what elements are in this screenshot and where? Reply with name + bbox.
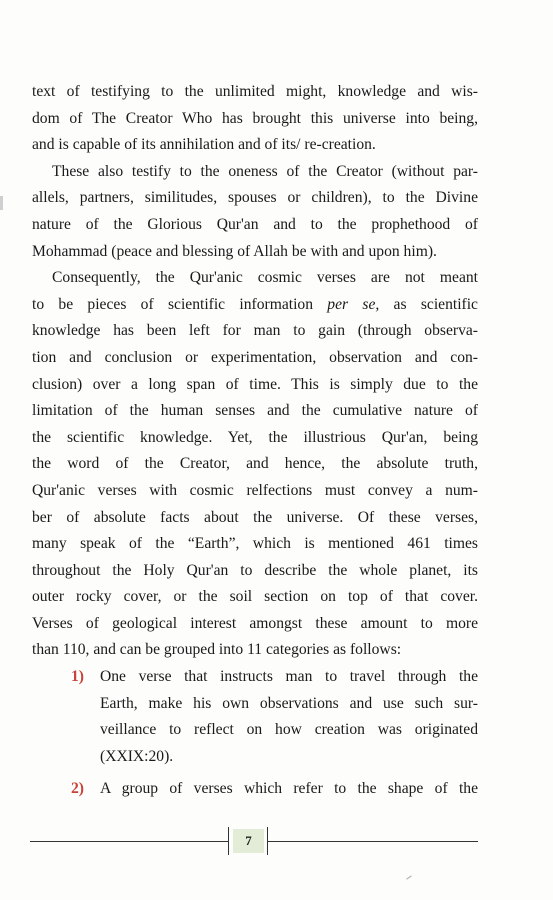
text-line: tion and conclusion or experimentation, observation and con- xyxy=(32,348,478,366)
text-run: as scientific xyxy=(379,295,478,313)
text-line: the word of the Creator, and hence, the absolute truth, xyxy=(32,455,478,473)
stray-mark xyxy=(406,875,411,879)
body-text xyxy=(32,79,478,803)
text-line: ber of absolute facts about the universe. Of these verses, xyxy=(32,508,478,526)
text-line: Consequently, the Qur'anic cosmic verses are not meant xyxy=(52,269,478,287)
page-number: 7 xyxy=(233,829,264,853)
footer-rule-left xyxy=(30,841,228,842)
text-line: Qur'anic verses with cosmic relfections must convey a num- xyxy=(32,481,478,499)
text-line: veillance to reflect on how creation was originated xyxy=(100,721,478,739)
text-line: and is capable of its annihilation and of its/ re-creation. xyxy=(32,136,376,154)
text-line: dom of The Creator Who has brought this universe into being, xyxy=(32,109,478,127)
text-line: clusion) over a long span of time. This is simply due to the xyxy=(32,375,478,393)
text-line xyxy=(32,292,478,319)
paragraph-1 xyxy=(32,79,478,159)
paragraph-2 xyxy=(32,159,478,265)
list-item-1 xyxy=(32,664,478,770)
text-line: the scientific knowledge. Yet, the illustrious Qur'an, being xyxy=(32,428,478,446)
text-line: limitation of the human senses and the cumulative nature of xyxy=(32,402,478,420)
text-line: knowledge has been left for man to gain (through observa- xyxy=(32,322,478,340)
paragraph-3 xyxy=(32,265,478,664)
text-line: than 110, and can be grouped into 11 categories as follows: xyxy=(32,641,402,659)
page-footer xyxy=(30,821,478,851)
text-line: text of testifying to the unlimited might, knowledge and wis- xyxy=(32,83,478,100)
page-edge-mark xyxy=(0,196,3,210)
list-number: 2) xyxy=(71,780,84,798)
text-line: Verses of geological interest amongst these amount to more xyxy=(32,614,478,632)
text-line: nature of the Glorious Qur'an and to the prophethood of xyxy=(32,215,478,233)
text-line: throughout the Holy Qur'an to describe the whole planet, its xyxy=(32,561,478,579)
list-item-2 xyxy=(32,776,478,803)
text-run: to be pieces of scientific information xyxy=(32,295,328,313)
list-number: 1) xyxy=(71,668,84,686)
text-line: These also testify to the oneness of the Creator (without par- xyxy=(52,162,478,180)
emphasis-per-se: per se, xyxy=(327,295,380,313)
text-line: Earth, make his own observations and use such sur- xyxy=(100,694,478,712)
footer-tick-left xyxy=(228,827,229,855)
footer-rule-right xyxy=(268,841,478,842)
text-line: many speak of the “Earth”, which is mentioned 461 times xyxy=(32,535,478,553)
text-line: outer rocky cover, or the soil section on top of that cover. xyxy=(32,588,478,606)
text-line: A group of verses which refer to the shape of the xyxy=(100,780,478,798)
text-line: One verse that instructs man to travel through the xyxy=(100,668,478,686)
text-line: (XXIX:20). xyxy=(100,747,174,765)
text-line: Mohammad (peace and blessing of Allah be with and upon him). xyxy=(32,242,437,260)
text-line: allels, partners, similitudes, spouses or children), to the Divine xyxy=(32,189,478,207)
